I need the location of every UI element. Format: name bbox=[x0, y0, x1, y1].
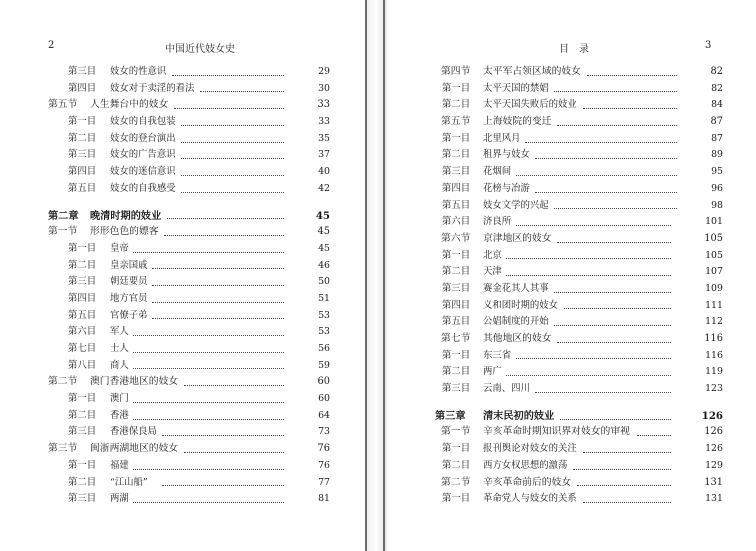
toc-entry-row bbox=[387, 458, 756, 475]
toc-section-row bbox=[387, 114, 756, 131]
toc-page-number: 76 bbox=[318, 459, 330, 471]
left-page-header bbox=[0, 40, 365, 56]
toc-section-row bbox=[387, 475, 756, 492]
toc-leader-dots bbox=[525, 142, 677, 143]
toc-title: 云南、四川 bbox=[483, 383, 530, 395]
toc-leader-dots bbox=[516, 358, 671, 359]
toc-title: 晚清时期的妓业 bbox=[90, 209, 162, 222]
toc-title: 租界与妓女 bbox=[483, 149, 530, 161]
toc-section-row bbox=[0, 374, 365, 391]
left-page bbox=[0, 0, 365, 551]
toc-title: 上海妓院的变迁 bbox=[483, 116, 552, 128]
toc-label: 第三目 bbox=[68, 66, 97, 77]
toc-page-number: 29 bbox=[318, 66, 330, 77]
toc-page-number: 126 bbox=[704, 426, 723, 438]
toc-page-number: 107 bbox=[705, 266, 723, 278]
toc-title: 西方女权思想的激荡 bbox=[483, 459, 568, 471]
toc-page-number: 45 bbox=[315, 209, 330, 222]
toc-entry-row bbox=[0, 274, 365, 291]
toc-chapter-row bbox=[387, 408, 756, 425]
toc-label: 第四目 bbox=[442, 182, 471, 194]
right-running-title: 目 录 bbox=[559, 44, 589, 55]
toc-label: 第四目 bbox=[442, 299, 471, 311]
toc-entry-row bbox=[387, 281, 756, 298]
toc-page-number: 105 bbox=[704, 232, 723, 244]
toc-page-number: 56 bbox=[318, 343, 330, 354]
toc-title: 花烟间 bbox=[483, 166, 512, 178]
toc-section-row bbox=[0, 97, 365, 114]
toc-label: 第三目 bbox=[442, 383, 471, 395]
toc-leader-dots bbox=[181, 125, 284, 126]
toc-leader-dots bbox=[152, 302, 284, 303]
toc-leader-dots bbox=[554, 91, 677, 92]
toc-entry-row bbox=[0, 241, 365, 258]
toc-page-number: 105 bbox=[705, 249, 723, 261]
toc-label: 第一目 bbox=[68, 116, 97, 128]
toc-title: 太平天国的禁娼 bbox=[483, 82, 549, 94]
toc-leader-dots bbox=[557, 342, 671, 343]
toc-label: 第一节 bbox=[48, 226, 78, 238]
toc-section-row bbox=[387, 424, 756, 441]
toc-page-number: 53 bbox=[318, 326, 330, 338]
toc-title: 地方官员 bbox=[110, 292, 148, 304]
toc-leader-dots bbox=[162, 485, 284, 486]
toc-entry-row bbox=[387, 364, 756, 381]
toc-label: 第二目 bbox=[68, 476, 97, 488]
toc-title: 妓女的自我感受 bbox=[110, 182, 176, 194]
toc-leader-dots bbox=[554, 208, 677, 209]
toc-leader-dots bbox=[587, 75, 677, 76]
toc-entry-row bbox=[0, 475, 365, 492]
toc-entry-row bbox=[387, 131, 756, 148]
toc-leader-dots bbox=[583, 452, 671, 453]
toc-label: 第一目 bbox=[442, 349, 471, 361]
toc-page-number: 101 bbox=[705, 216, 723, 228]
toc-entry-row bbox=[387, 314, 756, 331]
toc-label: 第三章 bbox=[435, 409, 466, 422]
toc-leader-dots bbox=[583, 108, 677, 109]
toc-title: 皇帝 bbox=[110, 242, 129, 254]
toc-title: 妓女的性意识 bbox=[110, 66, 167, 77]
toc-section-row bbox=[387, 64, 756, 81]
toc-label: 第二目 bbox=[442, 459, 471, 471]
toc-leader-dots bbox=[152, 318, 284, 319]
toc-entry-row bbox=[0, 64, 365, 81]
toc-label: 第三节 bbox=[48, 443, 78, 455]
toc-leader-dots bbox=[181, 142, 284, 143]
toc-page-number: 60 bbox=[317, 376, 330, 388]
toc-leader-dots bbox=[164, 235, 284, 236]
toc-page-number: 82 bbox=[710, 66, 723, 77]
toc-page-number: 35 bbox=[318, 132, 330, 144]
toc-title: 两广 bbox=[483, 366, 502, 378]
toc-page-number: 76 bbox=[317, 443, 330, 455]
toc-label: 第三目 bbox=[68, 276, 97, 288]
toc-page-number: 109 bbox=[705, 282, 723, 294]
toc-title: 士人 bbox=[110, 343, 129, 354]
toc-label: 第五目 bbox=[442, 316, 471, 328]
toc-page-number: 40 bbox=[318, 166, 330, 178]
toc-leader-dots bbox=[167, 218, 284, 219]
toc-page-number: 59 bbox=[318, 359, 330, 371]
toc-title: 妓女文学的兴起 bbox=[483, 199, 549, 211]
toc-title: 妓女对于卖淫的看法 bbox=[110, 82, 195, 94]
toc-title: 军人 bbox=[110, 326, 129, 338]
toc-leader-dots bbox=[152, 285, 284, 286]
toc-label: 第二章 bbox=[48, 209, 79, 222]
toc-entry-row bbox=[387, 97, 756, 114]
toc-leader-dots bbox=[516, 175, 677, 176]
toc-page-number: 98 bbox=[711, 199, 723, 211]
toc-label: 第二目 bbox=[442, 266, 471, 278]
toc-title: 商人 bbox=[110, 359, 129, 371]
toc-page-number: 112 bbox=[705, 316, 723, 328]
toc-page-number: 60 bbox=[318, 393, 330, 405]
toc-leader-dots bbox=[133, 419, 284, 420]
toc-page-number: 126 bbox=[705, 443, 723, 455]
toc-entry-row bbox=[0, 291, 365, 308]
toc-page-number: 33 bbox=[317, 99, 330, 111]
toc-entry-row bbox=[387, 264, 756, 281]
toc-title: 太平天国失败后的妓业 bbox=[483, 99, 577, 111]
toc-leader-dots bbox=[181, 158, 284, 159]
toc-page-number: 33 bbox=[318, 116, 330, 128]
toc-title: 北京 bbox=[483, 249, 502, 261]
toc-page-number: 131 bbox=[705, 493, 723, 505]
toc-entry-row bbox=[387, 81, 756, 98]
toc-chapter-row bbox=[0, 208, 365, 225]
toc-entry-row bbox=[0, 164, 365, 181]
toc-leader-dots bbox=[184, 385, 284, 386]
toc-leader-dots bbox=[535, 192, 677, 193]
toc-entry-row bbox=[387, 164, 756, 181]
right-page-header bbox=[387, 40, 756, 56]
toc-title: 义和团时期的妓女 bbox=[483, 299, 559, 311]
toc-label: 第五目 bbox=[68, 309, 97, 321]
toc-entry-row bbox=[0, 131, 365, 148]
toc-title: 两湖 bbox=[110, 493, 129, 505]
toc-entry-row bbox=[0, 358, 365, 375]
toc-label: 第二目 bbox=[68, 259, 97, 271]
toc-leader-dots bbox=[181, 192, 284, 193]
toc-label: 第一目 bbox=[442, 132, 471, 144]
toc-title: 香港 bbox=[110, 409, 129, 421]
toc-page-number: 87 bbox=[710, 116, 723, 128]
toc-label: 第二目 bbox=[442, 99, 471, 111]
toc-entry-row bbox=[0, 458, 365, 475]
toc-entry-row bbox=[387, 381, 756, 398]
toc-entry-row bbox=[387, 248, 756, 265]
toc-title: 妓女的广告意识 bbox=[110, 149, 176, 161]
toc-leader-dots bbox=[133, 368, 284, 369]
toc-page-number: 30 bbox=[318, 82, 330, 94]
toc-leader-dots bbox=[583, 502, 671, 503]
toc-title: 济良所 bbox=[483, 216, 512, 228]
toc-page-number: 95 bbox=[711, 166, 723, 178]
toc-leader-dots bbox=[506, 375, 671, 376]
toc-entry-row bbox=[0, 424, 365, 441]
toc-leader-dots bbox=[133, 352, 284, 353]
toc-label: 第三目 bbox=[68, 493, 97, 505]
toc-leader-dots bbox=[554, 292, 671, 293]
toc-page-number: 45 bbox=[318, 242, 330, 254]
toc-leader-dots bbox=[573, 469, 671, 470]
toc-label: 第五目 bbox=[68, 182, 97, 194]
left-page-number: 2 bbox=[48, 40, 55, 51]
toc-leader-dots bbox=[535, 392, 671, 393]
toc-leader-dots bbox=[506, 275, 671, 276]
toc-leader-dots bbox=[133, 252, 284, 253]
toc-title: 北里风月 bbox=[483, 132, 521, 144]
toc-entry-row bbox=[387, 198, 756, 215]
toc-entry-row bbox=[387, 214, 756, 231]
toc-page-number: 131 bbox=[704, 476, 723, 488]
toc-page-number: 37 bbox=[318, 149, 330, 161]
toc-label: 第五目 bbox=[442, 199, 471, 211]
toc-title: 澳门香港地区的妓女 bbox=[90, 376, 179, 388]
toc-label: 第四目 bbox=[68, 166, 97, 178]
toc-label: 第二目 bbox=[442, 366, 471, 378]
toc-leader-dots bbox=[152, 268, 284, 269]
book-gutter bbox=[365, 0, 387, 551]
chapter-gap bbox=[387, 398, 756, 408]
toc-label: 第六目 bbox=[442, 216, 471, 228]
toc-label: 第二目 bbox=[68, 409, 97, 421]
toc-label: 第三目 bbox=[68, 149, 97, 161]
toc-leader-dots bbox=[577, 485, 671, 486]
left-running-title: 中国近代妓女史 bbox=[165, 44, 235, 55]
toc-label: 第一目 bbox=[442, 82, 471, 94]
toc-entry-row bbox=[0, 147, 365, 164]
toc-title: 妓女的登台演出 bbox=[110, 132, 176, 144]
toc-section-row bbox=[0, 441, 365, 458]
toc-label: 第一目 bbox=[442, 249, 471, 261]
toc-leader-dots bbox=[637, 435, 671, 436]
toc-label: 第七目 bbox=[68, 343, 97, 354]
toc-title: 福建 bbox=[110, 459, 129, 471]
toc-label: 第四目 bbox=[68, 82, 97, 94]
toc-title: 革命党人与妓女的关系 bbox=[483, 493, 577, 505]
toc-label: 第一目 bbox=[68, 459, 97, 471]
toc-label: 第三目 bbox=[68, 426, 97, 438]
toc-page-number: 116 bbox=[704, 333, 723, 344]
toc-title: 形形色色的嫖客 bbox=[90, 226, 159, 238]
toc-title: 官僚子弟 bbox=[110, 309, 148, 321]
toc-entry-row bbox=[0, 114, 365, 131]
toc-page-number: 46 bbox=[318, 259, 330, 271]
toc-page-number: 64 bbox=[318, 409, 330, 421]
toc-section-row bbox=[0, 224, 365, 241]
toc-label: 第二目 bbox=[442, 149, 471, 161]
toc-leader-dots bbox=[506, 258, 671, 259]
toc-entry-row bbox=[0, 308, 365, 325]
toc-title: 澳门 bbox=[110, 393, 129, 405]
toc-leader-dots bbox=[554, 325, 671, 326]
toc-title: 花榜与冶游 bbox=[483, 182, 530, 194]
toc-entry-row bbox=[0, 81, 365, 98]
toc-title: 闽浙两湖地区的妓女 bbox=[90, 443, 179, 455]
right-page-number: 3 bbox=[705, 40, 712, 51]
toc-page-number: 45 bbox=[317, 226, 330, 238]
toc-page-number: 81 bbox=[318, 493, 330, 505]
toc-page-number: 116 bbox=[705, 349, 723, 361]
toc-title: 公娼制度的开始 bbox=[483, 316, 549, 328]
toc-label: 第一目 bbox=[442, 443, 471, 455]
toc-title: 人生舞台中的妓女 bbox=[90, 99, 169, 111]
toc-title: 香港保良局 bbox=[110, 426, 157, 438]
toc-leader-dots bbox=[557, 125, 677, 126]
toc-page-number: 42 bbox=[318, 182, 330, 194]
toc-page-number: 51 bbox=[318, 292, 330, 304]
toc-leader-dots bbox=[133, 335, 284, 336]
toc-title: 京津地区的妓女 bbox=[483, 232, 552, 244]
toc-title: 东三省 bbox=[483, 349, 512, 361]
toc-label: 第三目 bbox=[442, 166, 471, 178]
toc-entry-row bbox=[0, 391, 365, 408]
toc-label: 第四目 bbox=[68, 292, 97, 304]
toc-label: 第三目 bbox=[442, 282, 471, 294]
toc-page-number: 84 bbox=[711, 99, 723, 111]
toc-title: 辛亥革命时期知识界对妓女的审视 bbox=[483, 426, 630, 438]
toc-entry-row bbox=[387, 491, 756, 508]
toc-label: 第五节 bbox=[48, 99, 78, 111]
toc-label: 第二节 bbox=[48, 376, 78, 388]
toc-label: 第一节 bbox=[441, 426, 471, 438]
toc-title: “江山船” bbox=[110, 476, 148, 488]
toc-section-row bbox=[387, 331, 756, 348]
toc-entry-row bbox=[0, 258, 365, 275]
toc-leader-dots bbox=[172, 75, 284, 76]
toc-entry-row bbox=[387, 147, 756, 164]
toc-leader-dots bbox=[133, 502, 284, 503]
toc-label: 第二目 bbox=[68, 132, 97, 144]
toc-page-number: 129 bbox=[705, 459, 723, 471]
toc-page-number: 96 bbox=[711, 182, 723, 194]
toc-page-number: 53 bbox=[318, 309, 330, 321]
toc-label: 第七节 bbox=[441, 333, 471, 344]
toc-page-number: 73 bbox=[318, 426, 330, 438]
toc-title: 朝廷要员 bbox=[110, 276, 148, 288]
chapter-gap bbox=[0, 198, 365, 208]
toc-label: 第五节 bbox=[441, 116, 471, 128]
toc-label: 第二节 bbox=[441, 476, 471, 488]
toc-entry-row bbox=[0, 341, 365, 358]
toc-leader-dots bbox=[181, 175, 284, 176]
left-toc-list bbox=[0, 64, 365, 508]
right-toc-list bbox=[387, 64, 756, 508]
toc-entry-row bbox=[0, 324, 365, 341]
toc-leader-dots bbox=[174, 108, 284, 109]
toc-label: 第八目 bbox=[68, 359, 97, 371]
toc-title: 其他地区的妓女 bbox=[483, 333, 552, 344]
toc-leader-dots bbox=[516, 225, 671, 226]
toc-title: 妓女的迷信意识 bbox=[110, 166, 176, 178]
toc-leader-dots bbox=[535, 158, 677, 159]
toc-page-number: 50 bbox=[318, 276, 330, 288]
toc-page-number: 82 bbox=[711, 82, 723, 94]
toc-entry-row bbox=[0, 491, 365, 508]
toc-label: 第四节 bbox=[441, 66, 471, 77]
toc-label: 第一目 bbox=[68, 242, 97, 254]
toc-label: 第一目 bbox=[442, 493, 471, 505]
toc-leader-dots bbox=[133, 402, 284, 403]
toc-page-number: 119 bbox=[705, 366, 723, 378]
right-page bbox=[387, 0, 756, 551]
toc-leader-dots bbox=[162, 435, 284, 436]
toc-title: 天津 bbox=[483, 266, 502, 278]
toc-entry-row bbox=[0, 408, 365, 425]
toc-leader-dots bbox=[133, 469, 284, 470]
toc-title: 皇亲国戚 bbox=[110, 259, 148, 271]
toc-title: 清末民初的妓业 bbox=[483, 409, 555, 422]
toc-page-number: 89 bbox=[711, 149, 723, 161]
toc-title: 妓女的自我包装 bbox=[110, 116, 176, 128]
toc-leader-dots bbox=[564, 308, 671, 309]
toc-entry-row bbox=[387, 181, 756, 198]
toc-entry-row bbox=[387, 348, 756, 365]
toc-page-number: 77 bbox=[318, 476, 330, 488]
toc-label: 第六目 bbox=[68, 326, 97, 338]
toc-leader-dots bbox=[184, 452, 284, 453]
toc-entry-row bbox=[0, 181, 365, 198]
toc-entry-row bbox=[387, 441, 756, 458]
gutter-edge-left bbox=[365, 0, 367, 551]
toc-leader-dots bbox=[560, 419, 671, 420]
toc-section-row bbox=[387, 231, 756, 248]
toc-page-number: 87 bbox=[711, 132, 723, 144]
toc-page-number: 126 bbox=[701, 409, 723, 422]
toc-label: 第一目 bbox=[68, 393, 97, 405]
toc-label: 第六节 bbox=[441, 232, 471, 244]
toc-page-number: 111 bbox=[705, 299, 723, 311]
toc-page-number: 123 bbox=[705, 383, 723, 395]
toc-title: 报刊舆论对妓女的关注 bbox=[483, 443, 577, 455]
gutter-edge-right bbox=[383, 0, 385, 551]
toc-title: 辛亥革命前后的妓女 bbox=[483, 476, 572, 488]
toc-title: 赛金花其人其事 bbox=[483, 282, 549, 294]
toc-leader-dots bbox=[200, 91, 284, 92]
toc-title: 太平军占领区域的妓女 bbox=[483, 66, 581, 77]
toc-leader-dots bbox=[557, 242, 671, 243]
toc-entry-row bbox=[387, 298, 756, 315]
